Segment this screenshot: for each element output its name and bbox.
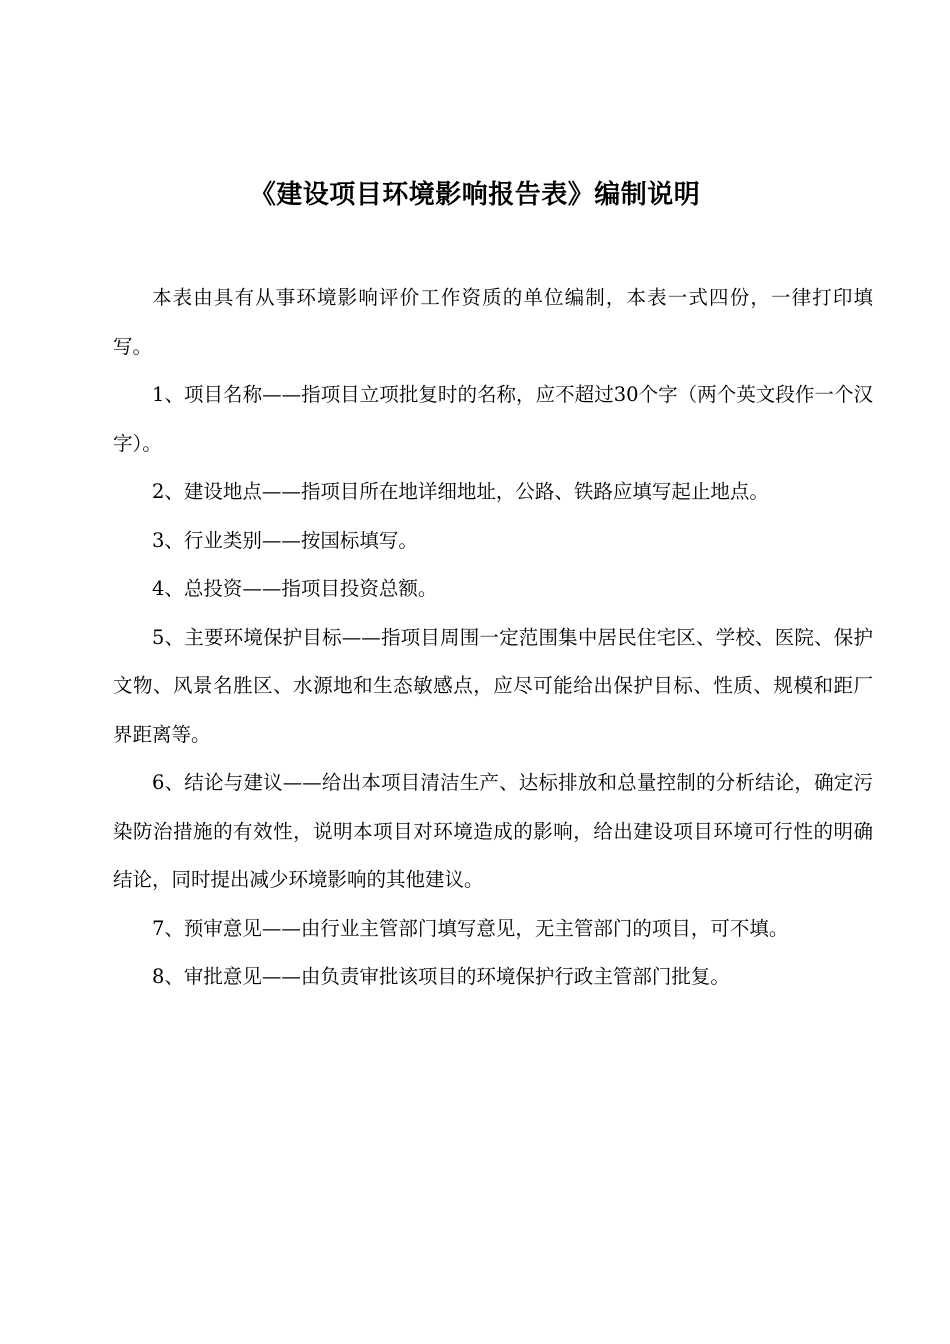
item-project-name: 1、项目名称——指项目立项批复时的名称，应不超过30个字（两个英文段作一个汉字）。 <box>113 383 873 455</box>
intro-paragraph: 本表由具有从事环境影响评价工作资质的单位编制，本表一式四份，一律打印填写。 <box>113 286 873 358</box>
instructions-body <box>113 274 873 1002</box>
item-protection-targets: 5、主要环境保护目标——指项目周围一定范围集中居民住宅区、学校、医院、保护文物、风景名胜区、水源地和生态敏感点，应尽可能给出保护目标、性质、规模和距厂界距离等。 <box>113 625 873 746</box>
item-industry-category: 3、行业类别——按国标填写。 <box>152 528 418 552</box>
document-title: 《建设项目环境影响报告表》编制说明 <box>249 180 701 210</box>
item-preliminary-review: 7、预审意见——由行业主管部门填写意见，无主管部门的项目，可不填。 <box>152 916 789 940</box>
item-construction-site: 2、建设地点——指项目所在地详细地址，公路、铁路应填写起止地点。 <box>152 480 769 503</box>
item-conclusion-suggestions: 6、结论与建议——给出本项目清洁生产、达标排放和总量控制的分析结论，确定污染防治措施的有效性，说明本项目对环境造成的影响，给出建设项目环境可行性的明确结论，同时提出减少环境影响的其他建议。 <box>113 771 873 891</box>
item-approval-opinion: 8、审批意见——由负责审批该项目的环境保护行政主管部门批复。 <box>152 965 730 988</box>
item-total-investment: 4、总投资——指项目投资总额。 <box>152 577 438 600</box>
